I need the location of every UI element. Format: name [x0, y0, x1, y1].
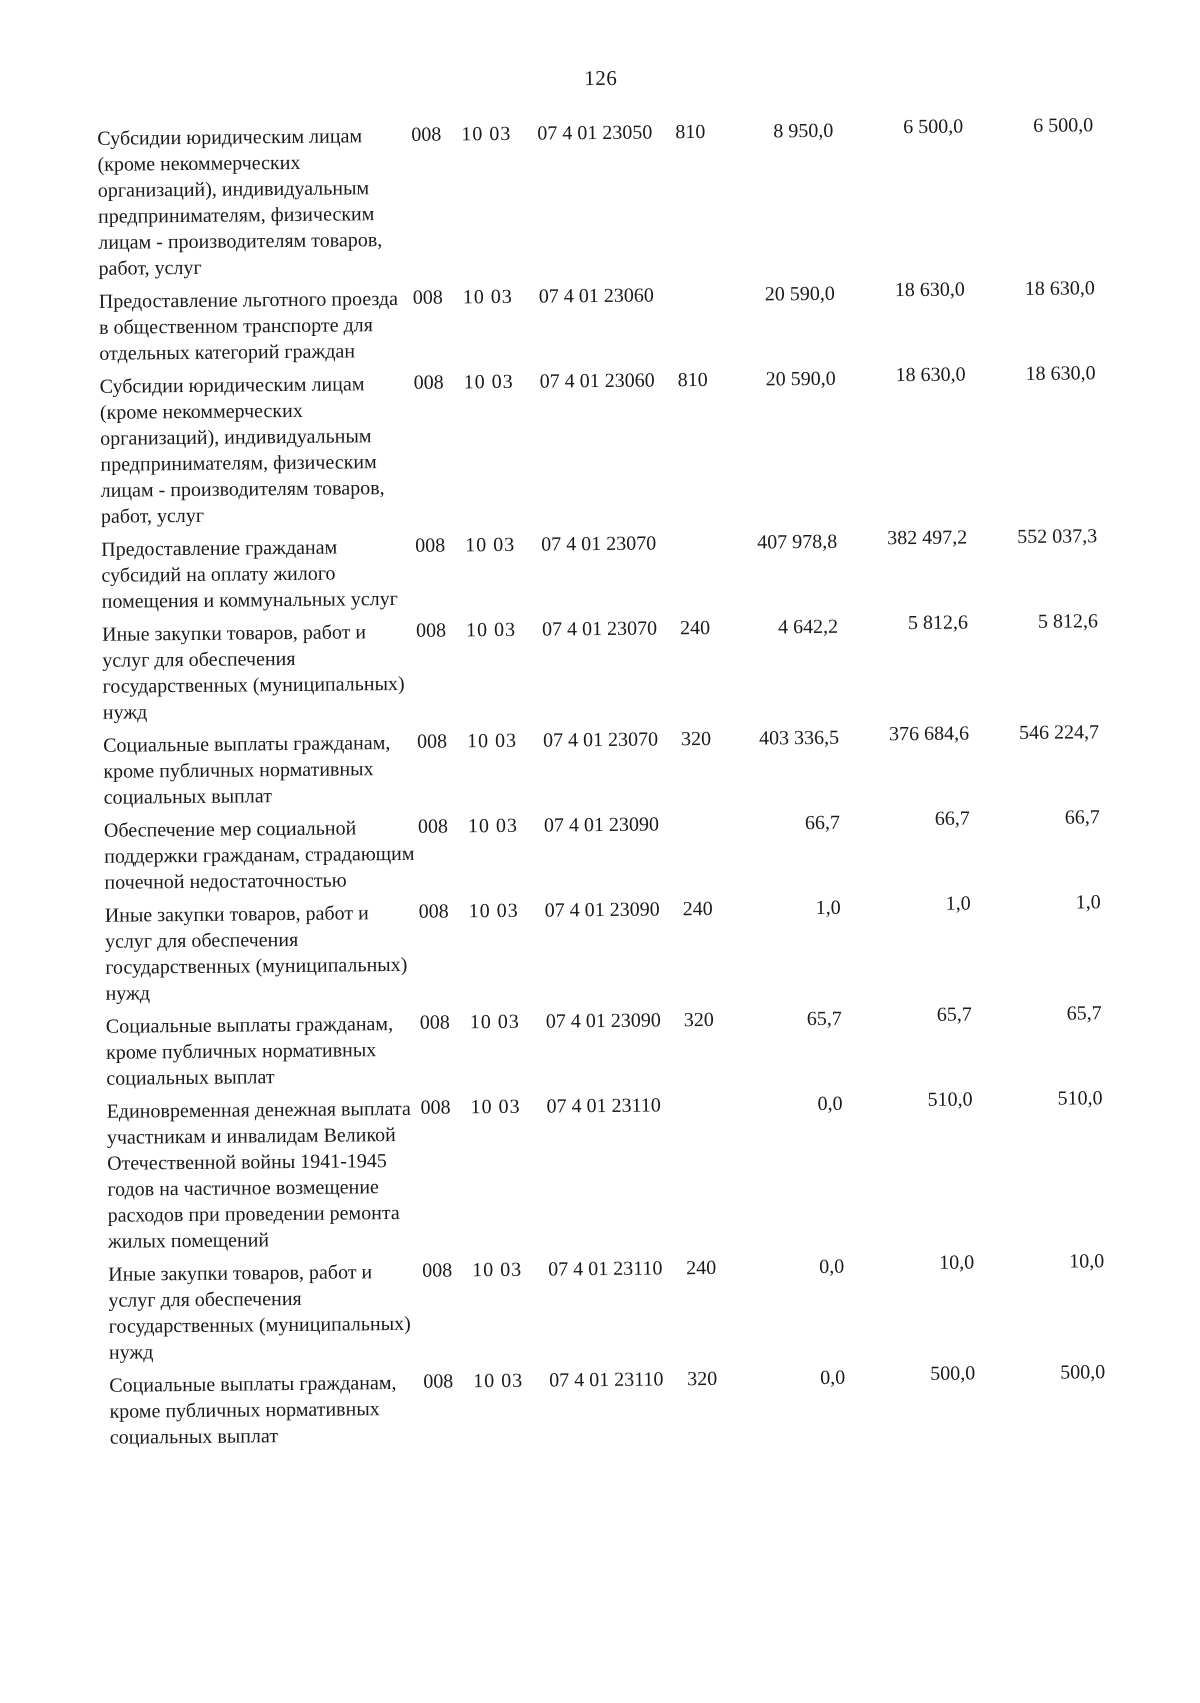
- table-row: [103, 721, 1184, 810]
- amount-year-1: 0,0: [734, 1091, 842, 1118]
- section-code: 10 03: [457, 284, 539, 311]
- expense-type: 320: [681, 726, 731, 752]
- admin-code: 008: [411, 284, 457, 310]
- target-article: 07 4 01 23060: [539, 282, 677, 309]
- target-article: 07 4 01 23110: [549, 1366, 687, 1393]
- amount-year-3: 546 224,7: [969, 719, 1099, 746]
- section-code: 10 03: [460, 617, 542, 644]
- amount-year-3: 510,0: [972, 1085, 1102, 1112]
- admin-code: 008: [413, 532, 459, 558]
- expense-type: 320: [687, 1366, 737, 1392]
- expense-name: Иные закупки товаров, работ и услуг для обеспечения государственных (муниципальных) нужд: [102, 618, 415, 726]
- table-row: [101, 525, 1182, 614]
- admin-code: 008: [416, 813, 462, 839]
- amount-year-1: 8 950,0: [725, 118, 833, 145]
- amount-year-3: 552 037,3: [967, 523, 1097, 550]
- amount-year-1: 4 642,2: [730, 614, 838, 641]
- table-row: [102, 610, 1183, 725]
- amount-year-1: 1,0: [733, 895, 841, 922]
- amount-year-3: 1,0: [971, 889, 1101, 916]
- section-code: 10 03: [459, 532, 541, 559]
- section-code: 10 03: [458, 369, 540, 396]
- expense-name: Социальные выплаты гражданам, кроме публичных нормативных социальных выплат: [109, 1369, 422, 1451]
- target-article: 07 4 01 23090: [546, 1007, 684, 1034]
- admin-code: 008: [418, 1009, 464, 1035]
- table-row: [106, 1002, 1187, 1091]
- amount-year-1: 403 336,5: [731, 725, 839, 752]
- admin-code: 008: [421, 1368, 467, 1394]
- amount-year-2: 500,0: [845, 1360, 975, 1387]
- expense-type: 240: [680, 615, 730, 641]
- amount-year-3: 500,0: [975, 1359, 1105, 1386]
- section-code: 10 03: [467, 1368, 549, 1395]
- admin-code: 008: [419, 1094, 465, 1120]
- budget-table: [97, 114, 1190, 1456]
- amount-year-3: 18 630,0: [965, 360, 1095, 387]
- amount-year-3: 5 812,6: [968, 608, 1098, 635]
- amount-year-2: 18 630,0: [835, 277, 965, 304]
- table-row: [105, 891, 1186, 1006]
- table-row: [108, 1250, 1189, 1365]
- expense-type: 810: [678, 367, 728, 393]
- table-row: [107, 1087, 1188, 1254]
- target-article: 07 4 01 23110: [546, 1092, 684, 1119]
- expense-name: Субсидии юридическим лицам (кроме некоммерческих организаций), индивидуальным предпринимателям, физическим лицам - производителям товаров, работ, услуг: [97, 122, 410, 282]
- target-article: 07 4 01 23070: [541, 530, 679, 557]
- amount-year-1: 20 590,0: [727, 281, 835, 308]
- section-code: 10 03: [466, 1257, 548, 1284]
- amount-year-2: 510,0: [842, 1086, 972, 1113]
- table-row: [100, 362, 1181, 529]
- expense-type: 240: [686, 1255, 736, 1281]
- amount-year-2: 18 630,0: [835, 362, 965, 389]
- amount-year-2: 6 500,0: [833, 114, 963, 141]
- amount-year-2: 382 497,2: [837, 525, 967, 552]
- table-row: [109, 1361, 1190, 1450]
- expense-type: 810: [675, 119, 725, 145]
- target-article: 07 4 01 23060: [540, 367, 678, 394]
- amount-year-2: 1,0: [841, 890, 971, 917]
- expense-name: Социальные выплаты гражданам, кроме публичных нормативных социальных выплат: [103, 729, 416, 811]
- expense-name: Социальные выплаты гражданам, кроме публичных нормативных социальных выплат: [106, 1010, 419, 1092]
- expense-type: 320: [684, 1007, 734, 1033]
- amount-year-1: 407 978,8: [729, 529, 837, 556]
- expense-name: Единовременная денежная выплата участникам и инвалидам Великой Отечественной войны 1941-1945 годов на частичное возмещение расходов при проведении ремонта жилых помещений: [107, 1095, 420, 1255]
- expense-name: Иные закупки товаров, работ и услуг для обеспечения государственных (муниципальных) нужд: [105, 899, 418, 1007]
- expense-type: 240: [683, 896, 733, 922]
- target-article: 07 4 01 23070: [543, 726, 681, 753]
- amount-year-3: 66,7: [970, 804, 1100, 831]
- section-code: 10 03: [462, 813, 544, 840]
- admin-code: 008: [417, 898, 463, 924]
- amount-year-1: 66,7: [732, 810, 840, 837]
- target-article: 07 4 01 23110: [548, 1255, 686, 1282]
- section-code: 10 03: [464, 1094, 546, 1121]
- page-number: 126: [1, 60, 1200, 97]
- table-row: [97, 114, 1178, 281]
- amount-year-1: 0,0: [736, 1254, 844, 1281]
- target-article: 07 4 01 23070: [542, 615, 680, 642]
- section-code: 10 03: [455, 121, 537, 148]
- admin-code: 008: [415, 728, 461, 754]
- amount-year-2: 66,7: [840, 805, 970, 832]
- amount-year-1: 0,0: [737, 1365, 845, 1392]
- amount-year-1: 65,7: [734, 1006, 842, 1033]
- admin-code: 008: [420, 1257, 466, 1283]
- section-code: 10 03: [463, 898, 545, 925]
- amount-year-2: 65,7: [842, 1001, 972, 1028]
- amount-year-3: 6 500,0: [963, 112, 1093, 139]
- amount-year-3: 65,7: [972, 1000, 1102, 1027]
- amount-year-2: 10,0: [844, 1249, 974, 1276]
- amount-year-3: 10,0: [974, 1248, 1104, 1275]
- expense-name: Обеспечение мер социальной поддержки гражданам, страдающим почечной недостаточностью: [104, 814, 417, 896]
- expense-name: Предоставление льготного проезда в общественном транспорте для отдельных категорий граждан: [99, 285, 412, 367]
- section-code: 10 03: [461, 728, 543, 755]
- target-article: 07 4 01 23090: [545, 896, 683, 923]
- table-row: [104, 806, 1185, 895]
- section-code: 10 03: [464, 1009, 546, 1036]
- table-row: [99, 277, 1180, 366]
- admin-code: 008: [412, 369, 458, 395]
- amount-year-2: 5 812,6: [838, 609, 968, 636]
- amount-year-3: 18 630,0: [965, 275, 1095, 302]
- target-article: 07 4 01 23090: [544, 811, 682, 838]
- expense-name: Предоставление гражданам субсидий на оплату жилого помещения и коммунальных услуг: [101, 533, 414, 615]
- admin-code: 008: [409, 121, 455, 147]
- amount-year-2: 376 684,6: [839, 720, 969, 747]
- admin-code: 008: [414, 617, 460, 643]
- expense-name: Субсидии юридическим лицам (кроме некоммерческих организаций), индивидуальным предпринимателям, физическим лицам - производителям товаров, работ, услуг: [100, 370, 413, 530]
- amount-year-1: 20 590,0: [728, 366, 836, 393]
- target-article: 07 4 01 23050: [537, 119, 675, 146]
- expense-name: Иные закупки товаров, работ и услуг для обеспечения государственных (муниципальных) нужд: [108, 1258, 421, 1366]
